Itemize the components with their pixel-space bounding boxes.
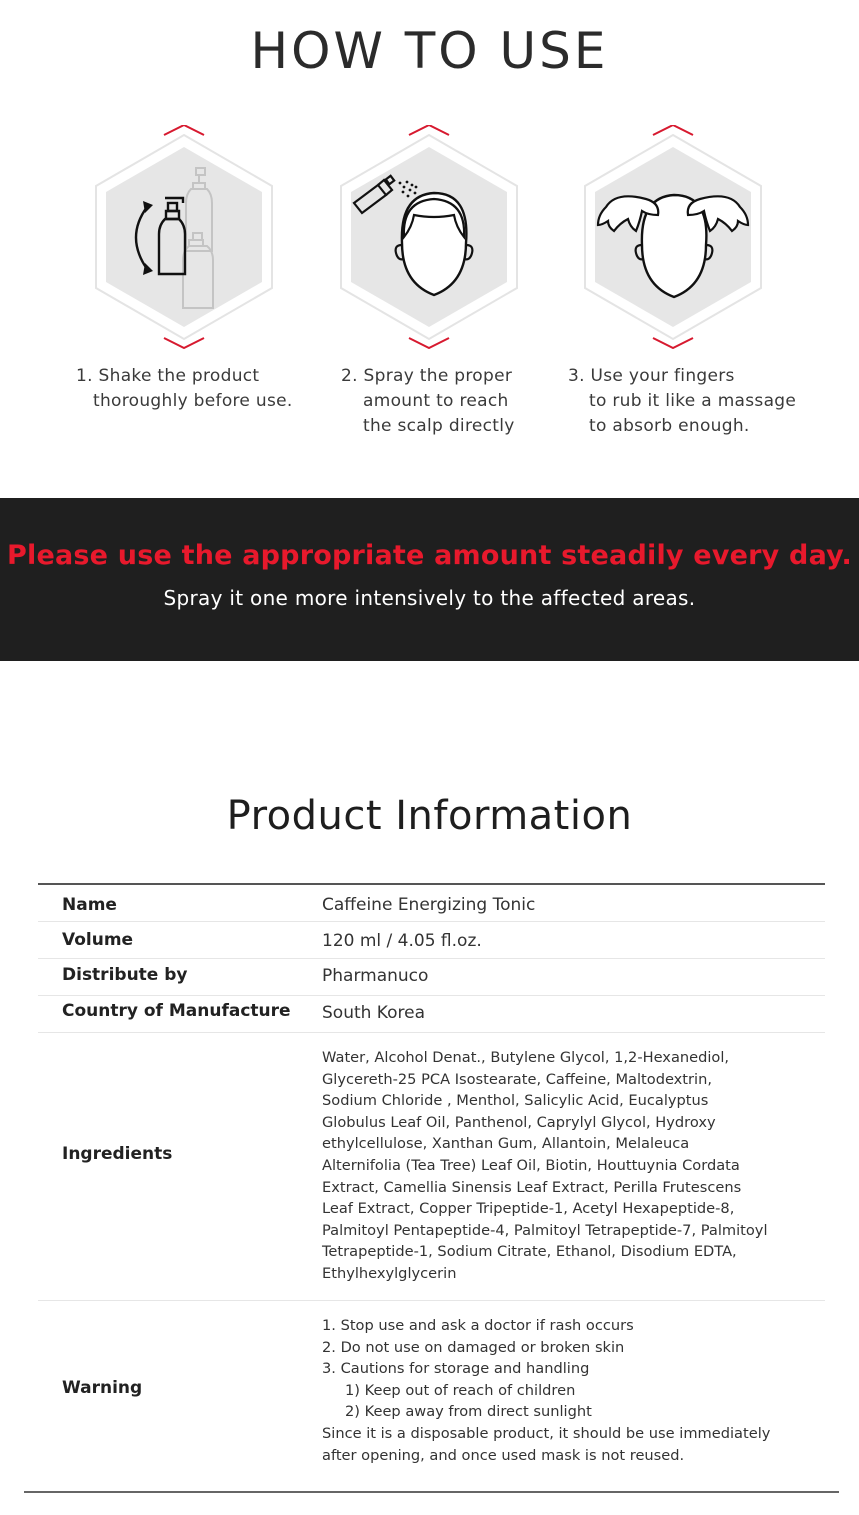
warning-label: Warning — [62, 1378, 143, 1398]
step-3-line-2: to rub it like a massage — [589, 391, 797, 411]
table-row-name — [38, 885, 825, 922]
ingredients-line: ethylcellulose, Xanthan Gum, Allantoin, Melaleuca — [322, 1135, 690, 1153]
ingredients-value — [322, 1047, 768, 1285]
warning-line: 1. Stop use and ask a doctor if rash occurs — [322, 1317, 634, 1334]
name-label: Name — [62, 895, 117, 915]
banner-headline: Please use the appropriate amount steadily every day. — [7, 540, 852, 571]
ingredients-line: Leaf Extract, Copper Tripeptide-1, Acetyl Hexapeptide-8, — [322, 1200, 735, 1218]
product-information-title: Product Information — [226, 793, 633, 839]
warning-line: 2. Do not use on damaged or broken skin — [322, 1338, 625, 1356]
step-1-text — [76, 364, 293, 414]
ingredients-line: Extract, Camellia Sinensis Leaf Extract, Perilla Frutescens — [322, 1178, 742, 1196]
ingredients-line: Alternifolia (Tea Tree) Leaf Oil, Biotin, Houttuynia Cordata — [322, 1156, 740, 1174]
ingredients-line: Tetrapeptide-1, Sodium Citrate, Ethanol, Disodium EDTA, — [322, 1243, 737, 1261]
step-3-line-1: 3. Use your fingers — [568, 366, 735, 386]
ingredients-line: Palmitoyl Pentapeptide-4, Palmitoyl Tetrapeptide-7, Palmitoyl — [322, 1221, 768, 1239]
step-1-line-1: 1. Shake the product — [76, 366, 260, 386]
warning-line: 3. Cautions for storage and handling — [322, 1360, 590, 1378]
step-2-line-2: amount to reach — [363, 391, 509, 411]
ingredients-line: Globulus Leaf Oil, Panthenol, Caprylyl Glycol, Hydroxy — [322, 1113, 716, 1131]
ingredients-line: Water, Alcohol Denat., Butylene Glycol, 1,2-Hexanediol, — [322, 1049, 730, 1066]
name-value: Caffeine Energizing Tonic — [322, 895, 536, 915]
volume-label: Volume — [62, 930, 134, 950]
spray-head-icon — [332, 125, 526, 349]
ingredients-label: Ingredients — [62, 1144, 173, 1164]
country-value: South Korea — [322, 1003, 426, 1023]
ingredients-line: Glycereth-25 PCA Isostearate, Caffeine, Maltodextrin, — [322, 1070, 712, 1088]
scalp-massage-icon — [576, 125, 770, 349]
distributor-label: Distribute by — [62, 965, 188, 985]
step-2-line-1: 2. Spray the proper — [341, 366, 513, 386]
bottle-shake-icon — [87, 125, 281, 349]
step-2-line-3: the scalp directly — [363, 416, 515, 436]
warning-line: 1) Keep out of reach of children — [345, 1381, 576, 1399]
how-to-use-title: HOW TO USE — [250, 22, 609, 80]
table-row-volume — [38, 922, 825, 959]
warning-line: 2) Keep away from direct sunlight — [345, 1403, 592, 1421]
warning-value — [322, 1315, 770, 1466]
step-1-line-2: thoroughly before use. — [93, 391, 293, 411]
distributor-value: Pharmanuco — [322, 966, 429, 986]
table-row-warning — [38, 1301, 825, 1481]
step-2-text — [341, 364, 515, 439]
banner-subline: Spray it one more intensively to the affected areas. — [163, 586, 696, 610]
table-bottom-rule — [24, 1491, 839, 1493]
step-3-line-3: to absorb enough. — [589, 416, 750, 436]
ingredients-line: Ethylhexylglycerin — [322, 1264, 457, 1282]
table-row-country — [38, 996, 825, 1033]
warning-line: Since it is a disposable product, it should be use immediately — [322, 1424, 771, 1442]
daily-use-banner — [0, 498, 859, 661]
step-3-text — [568, 364, 796, 439]
volume-value: 120 ml / 4.05 fl.oz. — [322, 931, 482, 951]
ingredients-line: Sodium Chloride , Menthol, Salicylic Acid, Eucalyptus — [322, 1092, 709, 1110]
country-label: Country of Manufacture — [62, 1001, 291, 1021]
table-row-distributor — [38, 959, 825, 996]
warning-line: after opening, and once used mask is not reused. — [322, 1446, 685, 1464]
table-row-ingredients — [38, 1033, 825, 1301]
